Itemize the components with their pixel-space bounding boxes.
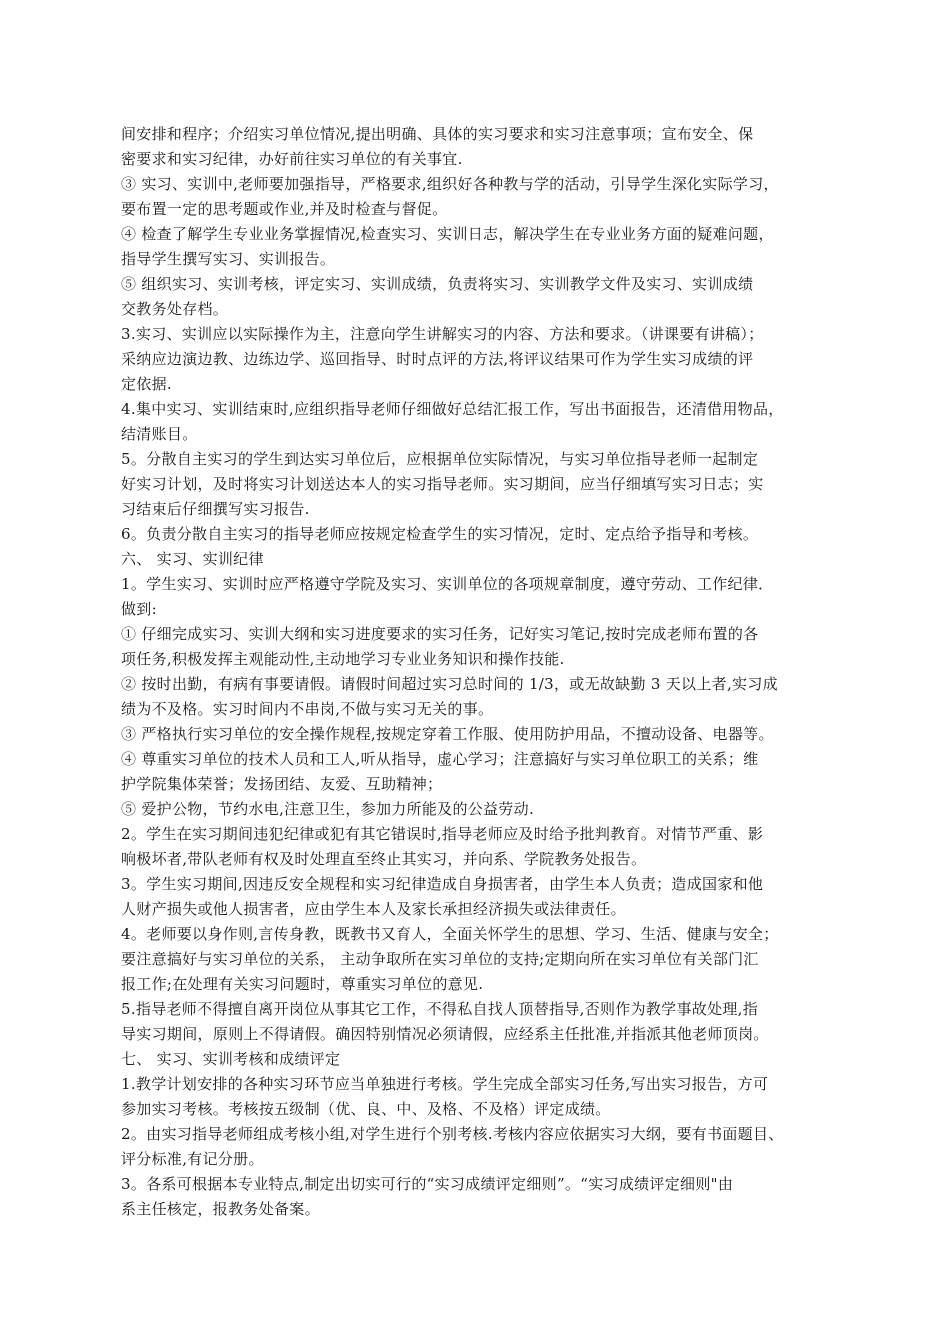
text-line: 2。由实习指导老师组成考核小组,对学生进行个别考核.考核内容应依据实习大纲，要有书面题目、 (121, 1125, 784, 1143)
text-line: 结清账目。 (121, 425, 198, 443)
text-line: 6。负责分散自主实习的指导老师应按规定检查学生的实习情况，定时、定点给予指导和考核。 (121, 525, 759, 543)
text-line: 好实习计划，及时将实习计划送达本人的实习指导老师。实习期间，应当仔细填写实习日志；实 (121, 475, 764, 493)
text-line: ④ 尊重实习单位的技术人员和工人,听从指导，虚心学习；注意搞好与实习单位职工的关系；维 (121, 750, 759, 768)
text-line: 系主任核定，报教务处备案。 (121, 1200, 320, 1218)
text-line: 习结束后仔细撰写实习报告. (121, 500, 310, 518)
text-line: 采纳应边演边教、边练边学、巡回指导、时时点评的方法,将评议结果可作为学生实习成绩的评 (121, 350, 754, 368)
section-heading: 七、 实习、实训考核和成绩评定 (121, 1050, 341, 1068)
text-line: 人财产损失或他人损害者，应由学生本人及家长承担经济损失或法律责任。 (121, 900, 626, 918)
text-line: 要注意搞好与实习单位的关系， 主动争取所在实习单位的支持;定期向所在实习单位有关部门汇 (121, 950, 759, 968)
text-line: 1.教学计划安排的各种实习环节应当单独进行考核。学生完成全部实习任务,写出实习报告，方可 (121, 1075, 769, 1093)
text-line: 3。各系可根据本专业特点,制定出切实可行的“实习成绩评定细则”。“实习成绩评定细则"由 (121, 1175, 734, 1193)
text-line: ③ 严格执行实习单位的安全操作规程,按规定穿着工作服、使用防护用品，不擅动设备、电器等。 (121, 725, 774, 743)
text-line: 响极坏者,带队老师有权及时处理直至终止其实习，并向系、学院教务处报告。 (121, 850, 647, 868)
document-body (121, 122, 833, 1222)
text-line: 评分标准,有记分册。 (121, 1150, 264, 1168)
text-line: 参加实习考核。考核按五级制（优、良、中、及格、不及格）评定成绩。 (121, 1100, 611, 1118)
text-line: 交教务处存档。 (121, 300, 229, 318)
text-line: 密要求和实习纪律，办好前往实习单位的有关事宜. (121, 150, 463, 168)
text-line: 4。老师要以身作则,言传身教，既教书又育人，全面关怀学生的思想、学习、生活、健康与安全； (121, 925, 779, 943)
text-line: ④ 检查了解学生专业业务掌握情况,检查实习、实训日志，解决学生在专业业务方面的疑难问题， (121, 225, 774, 243)
text-line: 指导学生撰写实习、实训报告。 (121, 250, 336, 268)
text-line: 5.指导老师不得擅自离开岗位从事其它工作，不得私自找人顶替指导,否则作为教学事故处理,指 (121, 1000, 759, 1018)
text-line: ① 仔细完成实习、实训大纲和实习进度要求的实习任务，记好实习笔记,按时完成老师布置的各 (121, 625, 759, 643)
text-line: ⑤ 组织实习、实训考核，评定实习、实训成绩，负责将实习、实训教学文件及实习、实训成绩 (121, 275, 754, 293)
text-line: 要布置一定的思考题或作业,并及时检查与督促。 (121, 200, 448, 218)
text-line: 护学院集体荣誉；发扬团结、友爱、互助精神； (121, 775, 443, 793)
text-line: 间安排和程序；介绍实习单位情况,提出明确、具体的实习要求和实习注意事项；宣布安全、保 (121, 125, 754, 143)
text-line: 1。学生实习、实训时应严格遵守学院及实习、实训单位的各项规章制度，遵守劳动、工作纪律． (121, 575, 774, 593)
text-line: 定依据. (121, 375, 172, 393)
text-line: ③ 实习、实训中,老师要加强指导，严格要求,组织好各种教与学的活动，引导学生深化实际学习， (121, 175, 779, 193)
text-line: 3。学生实习期间,因违反安全规程和实习纪律造成自身损害者，由学生本人负责；造成国家和他 (121, 875, 764, 893)
text-line: ⑤ 爱护公物，节约水电,注意卫生，参加力所能及的公益劳动. (121, 800, 535, 818)
text-line: 4.集中实习、实训结束时,应组织指导老师仔细做好总结汇报工作，写出书面报告，还清借用物品， (121, 400, 784, 418)
text-line: 5。分散自主实习的学生到达实习单位后，应根据单位实际情况，与实习单位指导老师一起制定 (121, 450, 759, 468)
text-line: 报工作;在处理有关实习问题时，尊重实习单位的意见. (121, 975, 484, 993)
text-line: 导实习期间，原则上不得请假。确因特别情况必须请假，应经系主任批准,并指派其他老师顶岗。 (121, 1025, 769, 1043)
text-line: 3.实习、实训应以实际操作为主，注意向学生讲解实习的内容、方法和要求。（讲课要有讲稿）； (121, 325, 764, 343)
text-line: 2。学生在实习期间违犯纪律或犯有其它错误时,指导老师应及时给予批判教育。对情节严重、影 (121, 825, 764, 843)
text-line: 做到: (121, 600, 157, 618)
section-heading: 六、 实习、实训纪律 (121, 550, 264, 568)
text-line: ② 按时出勤，有病有事要请假。请假时间超过实习总时间的 1/3，或无故缺勤 3 天以上者,实习成 (121, 675, 778, 693)
text-line: 项任务,积极发挥主观能动性,主动地学习专业业务知识和操作技能. (121, 650, 565, 668)
text-line: 绩为不及格。实习时间内不串岗,不做与实习无关的事。 (121, 700, 494, 718)
